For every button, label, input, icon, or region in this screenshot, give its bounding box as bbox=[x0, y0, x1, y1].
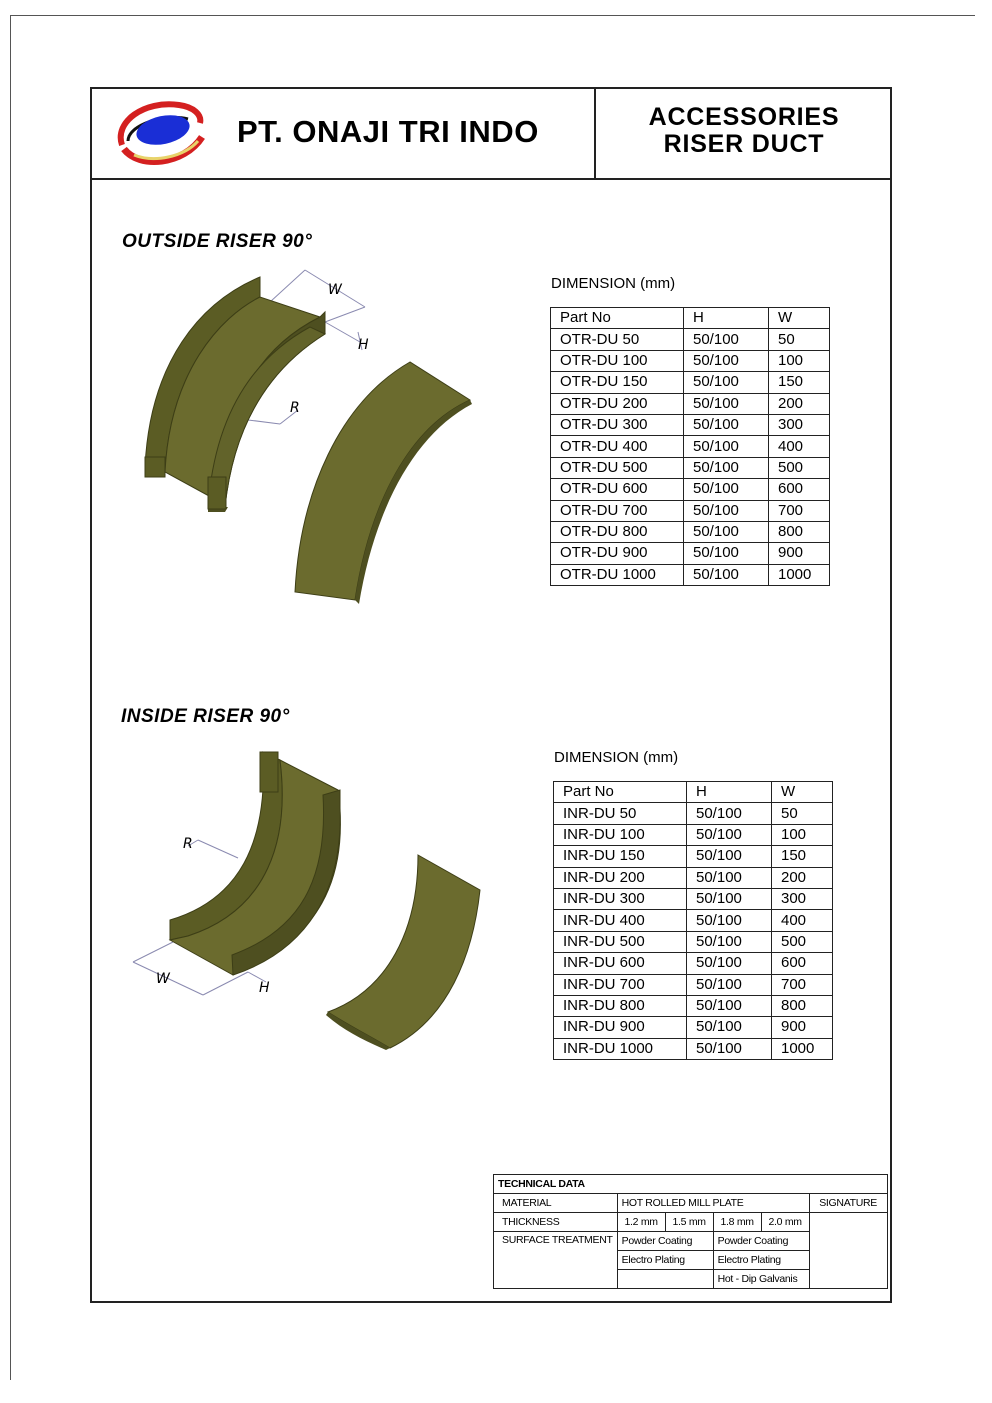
surface-right-option: Electro Plating bbox=[713, 1251, 809, 1270]
table-cell: OTR-DU 150 bbox=[551, 372, 684, 393]
scan-border-left bbox=[10, 15, 11, 1380]
table-cell: 200 bbox=[772, 867, 833, 888]
scan-border-top bbox=[10, 15, 975, 16]
table-cell: 300 bbox=[769, 414, 830, 435]
table-row bbox=[554, 910, 833, 931]
table-cell: 50/100 bbox=[687, 824, 772, 845]
table-cell: OTR-DU 800 bbox=[551, 521, 684, 542]
table-row bbox=[551, 564, 830, 585]
table-cell: 50/100 bbox=[687, 974, 772, 995]
table-row bbox=[554, 1017, 833, 1038]
table-header-row bbox=[554, 782, 833, 803]
table-row bbox=[554, 888, 833, 909]
signature-box bbox=[809, 1213, 887, 1289]
table-cell: 150 bbox=[772, 846, 833, 867]
table-cell: 50/100 bbox=[687, 1038, 772, 1059]
table-cell: 900 bbox=[769, 543, 830, 564]
table-cell: 50/100 bbox=[687, 910, 772, 931]
table-cell: INR-DU 800 bbox=[554, 995, 687, 1016]
table-cell: 600 bbox=[769, 479, 830, 500]
table-cell: 500 bbox=[772, 931, 833, 952]
table-cell: 50/100 bbox=[684, 350, 769, 371]
table-cell: OTR-DU 100 bbox=[551, 350, 684, 371]
table-row bbox=[554, 995, 833, 1016]
column-header: W bbox=[769, 308, 830, 329]
outside-riser-title: OUTSIDE RISER 90° bbox=[122, 231, 313, 252]
table-cell: 50/100 bbox=[684, 414, 769, 435]
inside-dimension-table bbox=[553, 781, 833, 1060]
table-cell: 50 bbox=[772, 803, 833, 824]
title-line-2: RISER DUCT bbox=[663, 130, 825, 158]
material-label: MATERIAL bbox=[494, 1194, 618, 1213]
outside-dimension-label: DIMENSION (mm) bbox=[551, 275, 676, 292]
table-cell: 50/100 bbox=[684, 521, 769, 542]
table-cell: 800 bbox=[769, 521, 830, 542]
outside-r-label: R bbox=[290, 400, 300, 416]
technical-heading: TECHNICAL DATA bbox=[494, 1175, 888, 1194]
thickness-value: 1.8 mm bbox=[713, 1213, 761, 1232]
table-cell: 50/100 bbox=[684, 393, 769, 414]
table-cell: OTR-DU 200 bbox=[551, 393, 684, 414]
table-row bbox=[554, 953, 833, 974]
table-cell: 50/100 bbox=[687, 953, 772, 974]
table-cell: 50/100 bbox=[684, 543, 769, 564]
table-row bbox=[551, 543, 830, 564]
table-cell: OTR-DU 700 bbox=[551, 500, 684, 521]
table-cell: 50 bbox=[769, 329, 830, 350]
table-cell: INR-DU 300 bbox=[554, 888, 687, 909]
column-header: Part No bbox=[551, 308, 684, 329]
table-cell: 700 bbox=[769, 500, 830, 521]
table-cell: 50/100 bbox=[684, 436, 769, 457]
technical-data-table bbox=[493, 1174, 888, 1289]
inside-h-label: H bbox=[259, 980, 270, 996]
table-cell: INR-DU 400 bbox=[554, 910, 687, 931]
signature-label: SIGNATURE bbox=[809, 1194, 887, 1213]
table-row bbox=[554, 824, 833, 845]
inside-dimension-label: DIMENSION (mm) bbox=[554, 749, 679, 766]
table-cell: 100 bbox=[772, 824, 833, 845]
table-cell: 400 bbox=[772, 910, 833, 931]
table-row bbox=[554, 846, 833, 867]
table-row bbox=[551, 350, 830, 371]
table-cell: 50/100 bbox=[687, 803, 772, 824]
column-header: H bbox=[687, 782, 772, 803]
table-row bbox=[551, 521, 830, 542]
company-logo-icon bbox=[114, 97, 209, 169]
table-cell: OTR-DU 50 bbox=[551, 329, 684, 350]
table-cell: 50/100 bbox=[684, 329, 769, 350]
table-row bbox=[551, 457, 830, 478]
document-title bbox=[596, 104, 892, 158]
inside-w-label: W bbox=[156, 971, 170, 987]
table-cell: OTR-DU 1000 bbox=[551, 564, 684, 585]
table-row bbox=[551, 436, 830, 457]
table-cell: 50/100 bbox=[687, 867, 772, 888]
table-cell: 900 bbox=[772, 1017, 833, 1038]
table-cell: 300 bbox=[772, 888, 833, 909]
table-cell: 50/100 bbox=[687, 1017, 772, 1038]
table-cell: 50/100 bbox=[684, 500, 769, 521]
outside-w-label: W bbox=[328, 282, 342, 298]
table-cell: INR-DU 500 bbox=[554, 931, 687, 952]
table-cell: OTR-DU 600 bbox=[551, 479, 684, 500]
surface-right-option: Powder Coating bbox=[713, 1232, 809, 1251]
surface-left-option: Powder Coating bbox=[617, 1232, 713, 1251]
table-row bbox=[551, 393, 830, 414]
table-cell: 50/100 bbox=[687, 846, 772, 867]
table-cell: 50/100 bbox=[684, 564, 769, 585]
table-cell: INR-DU 700 bbox=[554, 974, 687, 995]
table-cell: 50/100 bbox=[684, 457, 769, 478]
surface-treatment-label: SURFACE TREATMENT bbox=[494, 1232, 618, 1289]
inside-riser-title: INSIDE RISER 90° bbox=[121, 706, 290, 727]
thickness-value: 1.5 mm bbox=[665, 1213, 713, 1232]
table-row bbox=[551, 372, 830, 393]
table-cell: 100 bbox=[769, 350, 830, 371]
table-row bbox=[554, 1038, 833, 1059]
title-line-1: ACCESSORIES bbox=[648, 103, 840, 131]
table-cell: 50/100 bbox=[687, 931, 772, 952]
table-cell: INR-DU 50 bbox=[554, 803, 687, 824]
table-cell: INR-DU 150 bbox=[554, 846, 687, 867]
table-cell: 50/100 bbox=[687, 995, 772, 1016]
column-header: Part No bbox=[554, 782, 687, 803]
table-cell: 400 bbox=[769, 436, 830, 457]
table-cell: INR-DU 1000 bbox=[554, 1038, 687, 1059]
surface-left-option bbox=[617, 1270, 713, 1289]
table-row bbox=[554, 867, 833, 888]
table-header-row bbox=[551, 308, 830, 329]
table-cell: INR-DU 900 bbox=[554, 1017, 687, 1038]
table-cell: 50/100 bbox=[687, 888, 772, 909]
thickness-value: 1.2 mm bbox=[617, 1213, 665, 1232]
outside-riser-drawing bbox=[130, 262, 480, 607]
table-cell: OTR-DU 900 bbox=[551, 543, 684, 564]
table-cell: 50/100 bbox=[684, 479, 769, 500]
inside-riser-drawing bbox=[128, 750, 483, 1050]
table-cell: 600 bbox=[772, 953, 833, 974]
table-row bbox=[551, 479, 830, 500]
table-cell: INR-DU 100 bbox=[554, 824, 687, 845]
table-cell: 1000 bbox=[772, 1038, 833, 1059]
outside-h-label: H bbox=[358, 337, 369, 353]
table-cell: OTR-DU 500 bbox=[551, 457, 684, 478]
thickness-value: 2.0 mm bbox=[761, 1213, 809, 1232]
table-row bbox=[551, 414, 830, 435]
surface-right-option: Hot - Dip Galvanis bbox=[713, 1270, 809, 1289]
table-cell: 700 bbox=[772, 974, 833, 995]
table-row bbox=[554, 931, 833, 952]
table-cell: 200 bbox=[769, 393, 830, 414]
inside-r-label: R bbox=[183, 836, 193, 852]
table-row bbox=[554, 803, 833, 824]
table-row bbox=[551, 329, 830, 350]
company-name: PT. ONAJI TRI INDO bbox=[237, 114, 539, 149]
column-header: H bbox=[684, 308, 769, 329]
table-cell: 150 bbox=[769, 372, 830, 393]
thickness-label: THICKNESS bbox=[494, 1213, 618, 1232]
table-row bbox=[551, 500, 830, 521]
table-cell: OTR-DU 300 bbox=[551, 414, 684, 435]
outside-dimension-table bbox=[550, 307, 830, 586]
surface-left-option: Electro Plating bbox=[617, 1251, 713, 1270]
column-header: W bbox=[772, 782, 833, 803]
table-cell: INR-DU 200 bbox=[554, 867, 687, 888]
table-row bbox=[554, 974, 833, 995]
table-cell: 800 bbox=[772, 995, 833, 1016]
table-cell: 1000 bbox=[769, 564, 830, 585]
table-cell: OTR-DU 400 bbox=[551, 436, 684, 457]
table-cell: INR-DU 600 bbox=[554, 953, 687, 974]
table-cell: 50/100 bbox=[684, 372, 769, 393]
material-value: HOT ROLLED MILL PLATE bbox=[617, 1194, 809, 1213]
table-cell: 500 bbox=[769, 457, 830, 478]
